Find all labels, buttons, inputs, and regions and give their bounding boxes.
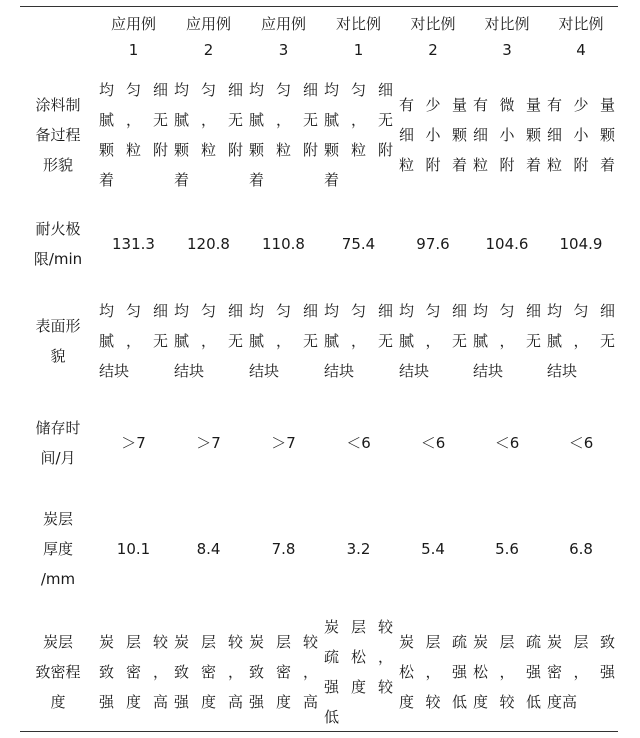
table-cell: 均匀细 腻，无 结块 <box>399 301 467 380</box>
table-bottom-rule <box>20 731 618 732</box>
table-cell: 炭层致 密，强 度高 <box>547 632 615 711</box>
header-cell: 对比例 4 <box>558 14 604 59</box>
table-cell: ＜6 <box>346 433 371 452</box>
table-cell: 97.6 <box>416 234 450 253</box>
table-cell: 炭层较 疏松， 强度较 低 <box>324 617 393 726</box>
table-cell: 75.4 <box>341 234 376 253</box>
header-cell <box>20 7 96 67</box>
row-label: 涂料制 备过程 形貌 <box>35 96 81 174</box>
table-row <box>20 204 618 284</box>
header-cell: 应用例 2 <box>185 14 231 59</box>
table-cell: 5.4 <box>421 539 445 558</box>
header-row <box>20 7 618 67</box>
table-cell: 均匀细 腻，无 结块 <box>473 301 541 380</box>
table-cell: 均匀细 腻，无 颗粒附 着 <box>249 81 318 189</box>
table-row <box>20 488 618 610</box>
table-cell: 炭层疏 松，强 度较低 <box>473 632 541 711</box>
table-cell: 均匀细 腻，无 颗粒附 着 <box>99 81 168 189</box>
row-label: 炭层 致密程 度 <box>35 632 81 711</box>
table-cell: 5.6 <box>495 539 519 558</box>
table-cell: 均匀细 腻，无 结块 <box>99 301 168 380</box>
table-cell: ＞7 <box>121 433 146 452</box>
table-cell: 120.8 <box>187 234 230 253</box>
table-cell: 7.8 <box>271 539 296 558</box>
table-cell: 均匀细 腻，无 结块 <box>249 301 318 380</box>
header-cell: 对比例 3 <box>484 14 530 59</box>
table-cell: 110.8 <box>262 234 305 253</box>
header-cell: 应用例 1 <box>110 14 156 59</box>
table-cell: ＜6 <box>568 433 594 452</box>
header-cell: 对比例 2 <box>410 14 456 59</box>
table-row <box>20 284 618 398</box>
table-cell: 炭层较 致密， 强度高 <box>99 632 168 711</box>
table-cell: 有微量 细小颗 粒附着 <box>473 96 541 174</box>
table-cell: 6.8 <box>569 539 593 558</box>
table-cell: 有少量 细小颗 粒附着 <box>399 96 467 174</box>
table-cell: 均匀细 腻，无 结块 <box>547 301 615 380</box>
table-cell: 炭层较 致密， 强度高 <box>174 632 243 711</box>
table-cell: 均匀细 腻，无 颗粒附 着 <box>324 81 393 189</box>
row-label: 耐火极 限/min <box>33 219 83 268</box>
table-cell: 104.9 <box>559 234 603 253</box>
header-cell: 对比例 1 <box>335 14 381 59</box>
row-label: 表面形 貌 <box>35 316 81 365</box>
table-cell: 131.3 <box>112 234 155 253</box>
table-cell: 有少量 细小颗 粒附着 <box>547 96 615 174</box>
table-cell: 炭层较 致密， 强度高 <box>249 632 318 711</box>
results-table <box>20 6 618 734</box>
table-cell: 均匀细 腻，无 结块 <box>324 301 393 380</box>
table-cell: 炭层疏 松，强 度较低 <box>399 632 467 711</box>
table-cell: 均匀细 腻，无 颗粒附 着 <box>174 81 243 189</box>
header-cell: 应用例 3 <box>260 14 306 59</box>
table-row <box>20 67 618 204</box>
table-row <box>20 610 618 734</box>
table-cell: 3.2 <box>346 539 371 558</box>
table-cell: 104.6 <box>485 234 529 253</box>
row-label: 炭层 厚度 /mm <box>40 509 76 588</box>
table-cell: ＞7 <box>196 433 221 452</box>
table-row <box>20 398 618 488</box>
table-cell: ＜6 <box>420 433 446 452</box>
row-label: 储存时 间/月 <box>35 418 81 467</box>
table-cell: ＞7 <box>271 433 296 452</box>
table-cell: 10.1 <box>116 539 151 558</box>
table-cell: 均匀细 腻，无 结块 <box>174 301 243 380</box>
table-cell: ＜6 <box>494 433 520 452</box>
table-body <box>20 67 618 734</box>
table-cell: 8.4 <box>196 539 221 558</box>
